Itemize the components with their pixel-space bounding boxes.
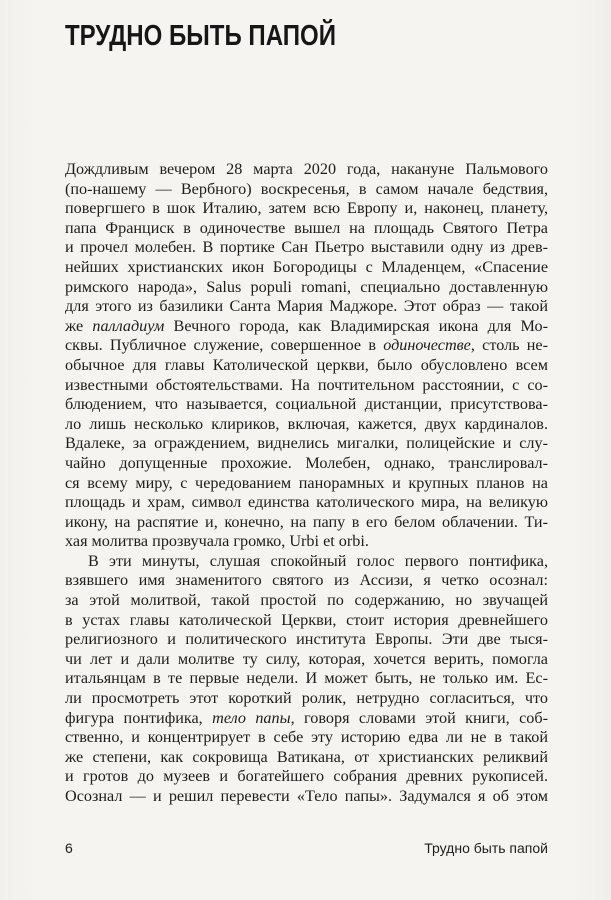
emphasis: палладиум	[92, 316, 165, 335]
emphasis: одиночестве	[383, 336, 471, 355]
text-line: повергшего в шок Италию, затем всю Европу и, наконец, планету,	[65, 199, 548, 218]
text-line: ственно, и концентрирует в себе эту историю едва ли не в такой	[65, 728, 548, 747]
text-line: ло лишь несколько клириков, включая, кажется, двух кардиналов.	[65, 414, 548, 433]
page-title	[65, 22, 392, 51]
text-segment: , говоря словами этой книги, соб-	[290, 708, 548, 727]
text-line: обычное для главы Католической церкви, было обусловлено всем	[65, 355, 548, 374]
text-line: в устах главы католической Церкви, стоит история древнейшего	[65, 610, 548, 629]
text-line: чайно допущенные прохожие. Молебен, однако, транслировал-	[65, 453, 548, 472]
text-line: известными обстоятельствами. На почтительном расстоянии, с со-	[65, 375, 548, 394]
text-line: религиозного и политического института Европы. Эти две тыся-	[65, 630, 548, 649]
text-line: блюдением, что называется, социальной дистанции, присутствова-	[65, 395, 548, 414]
text-segment: фигура понтифика,	[65, 708, 213, 727]
text-line: римского народа», Salus populi romani, специально доставленную	[65, 277, 548, 296]
text-line: за этой молитвой, такой простой по содержанию, но звучащей	[65, 591, 548, 610]
text-line: для этого из базилики Санта Мария Маджоре. Этот образ — такой	[65, 297, 548, 316]
page-title-text: ТРУДНО БЫТЬ ПАПОЙ	[65, 20, 336, 52]
text-line: Вдалеке, за ограждением, виднелись мигалки, полицейские и слу-	[65, 434, 548, 453]
text-line: икону, на распятие и, конечно, на папу в его белом облачении. Ти-	[65, 512, 548, 531]
running-footer-title: Трудно быть папой	[424, 840, 548, 856]
text-line: Осознал — и решил перевести «Тело папы». Задумался я об этом	[65, 787, 548, 805]
text-segment: же	[65, 316, 93, 335]
text-line: взявшего имя знаменитого святого из Ассизи, я четко осознал:	[65, 571, 548, 590]
text-line: же степени, как сокровища Ватикана, от христианских реликвий	[65, 747, 548, 766]
text-line: В эти минуты, слушая спокойный голос первого понтифика,	[88, 551, 548, 570]
text-line: и гротов до музеев и богатейшего собрания древних рукописей.	[65, 767, 548, 786]
text-segment: Вечного города, как Владимирская икона для Мо-	[164, 316, 548, 335]
paragraph	[65, 552, 548, 807]
text-line: хая молитва прозвучала громко, Urbi et orbi.	[65, 532, 369, 551]
text-line: папа Франциск в одиночестве вышел на площадь Святого Петра	[65, 218, 548, 237]
text-line: площадь и храм, символ единства католического мира, на великую	[65, 493, 548, 512]
text-line: нейших христианских икон Богородицы с Младенцем, «Спасение	[65, 257, 548, 276]
text-line	[65, 709, 548, 729]
text-segment: , столь не-	[470, 336, 548, 355]
text-line: итальянцам в те первые недели. И может быть, не только им. Ес-	[65, 669, 548, 688]
text-line	[65, 336, 548, 356]
page-number: 6	[65, 840, 73, 856]
text-line: чи лет и дали молитве ту силу, которая, хочется верить, помогла	[65, 649, 548, 668]
text-line: ли просмотреть этот короткий ролик, нетрудно согласиться, что	[65, 689, 548, 708]
text-line: и прочел молебен. В портике Сан Пьетро выставили одну из древ-	[65, 238, 548, 257]
body-text	[65, 160, 548, 807]
emphasis: тело папы	[212, 708, 291, 727]
text-line: ся всему миру, с чередованием панорамных и крупных планов на	[65, 473, 548, 492]
text-line: Дождливым вечером 28 марта 2020 года, накануне Пальмового	[65, 160, 548, 178]
text-segment: сквы. Публичное служение, совершенное в	[65, 336, 384, 355]
paragraph	[65, 160, 548, 552]
text-line	[65, 317, 548, 337]
text-line: (по-нашему — Вербного) воскресенья, в самом начале бедствия,	[65, 179, 548, 198]
